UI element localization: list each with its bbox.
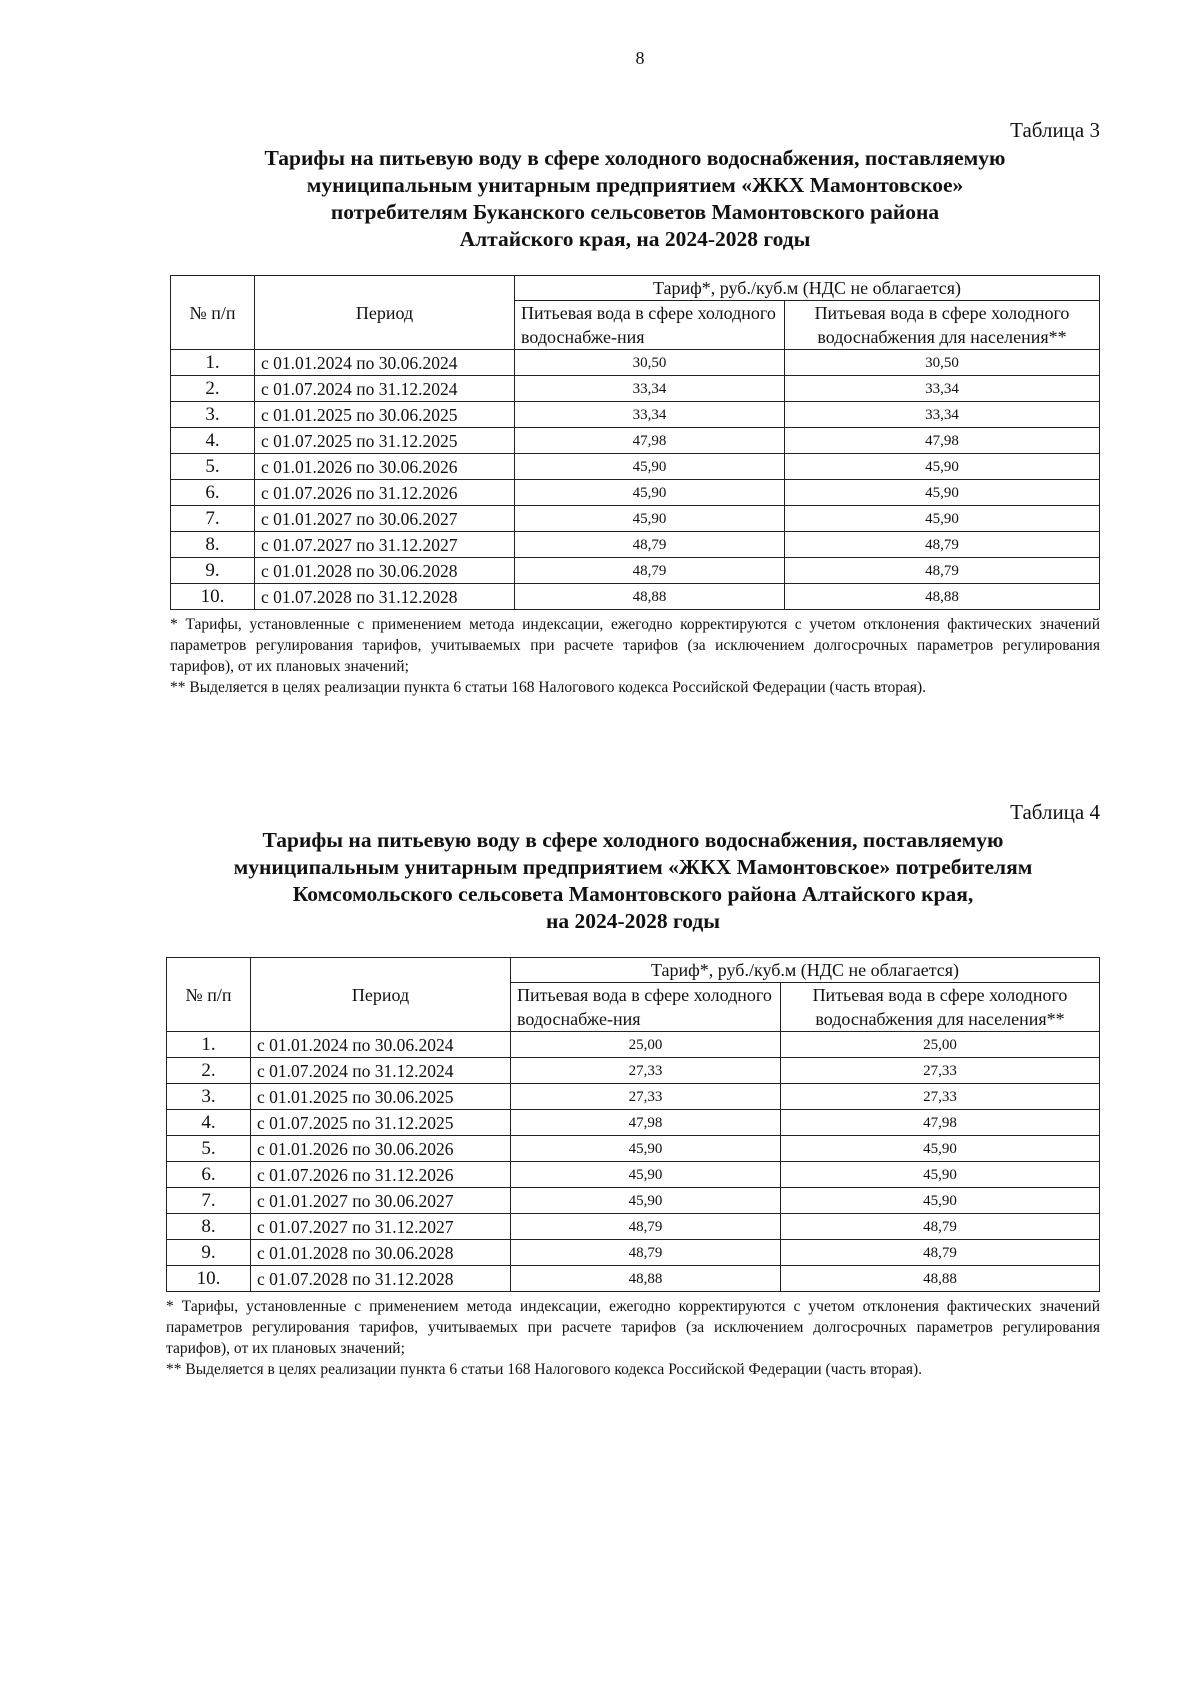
table-row: [171, 558, 1100, 584]
tariff-general-cell: 45,90: [511, 1162, 781, 1188]
period-cell: с 01.01.2025 по 30.06.2025: [251, 1084, 511, 1110]
tariff-general-cell: 48,88: [515, 584, 785, 610]
tariff-general-cell: 45,90: [515, 454, 785, 480]
period-cell: с 01.01.2028 по 30.06.2028: [251, 1240, 511, 1266]
tariff-general-cell: 25,00: [511, 1032, 781, 1058]
period-cell: с 01.01.2026 по 30.06.2026: [251, 1136, 511, 1162]
header-num: № п/п: [171, 276, 255, 350]
tariff-general-cell: 45,90: [511, 1188, 781, 1214]
period-cell: с 01.07.2026 по 31.12.2026: [255, 480, 515, 506]
page-number: 8: [635, 48, 645, 68]
row-number-cell: 4.: [167, 1110, 251, 1136]
tariff-general-cell: 48,79: [511, 1214, 781, 1240]
period-cell: с 01.01.2027 по 30.06.2027: [251, 1188, 511, 1214]
period-cell: с 01.07.2028 по 31.12.2028: [255, 584, 515, 610]
footnotes: [166, 1296, 1100, 1380]
title-line: муниципальным унитарным предприятием «ЖКХ Мамонтовское»: [306, 173, 964, 197]
table-row: [167, 1110, 1100, 1136]
period-cell: с 01.07.2028 по 31.12.2028: [251, 1266, 511, 1292]
header-tariff: Тариф*, руб./куб.м (НДС не облагается): [515, 276, 1100, 301]
tariff-section-3: [170, 118, 1100, 698]
title-line: потребителям Буканского сельсоветов Мамонтовского района: [330, 200, 940, 224]
tariff-population-cell: 48,79: [785, 532, 1100, 558]
title-line: Комсомольского сельсовета Мамонтовского района Алтайского края,: [292, 882, 974, 906]
row-number-cell: 8.: [171, 532, 255, 558]
row-number-cell: 5.: [167, 1136, 251, 1162]
header-water-population: Питьевая вода в сфере холодного водоснабжения для населения**: [781, 983, 1100, 1032]
table-row: [171, 584, 1100, 610]
row-number-cell: 5.: [171, 454, 255, 480]
tariff-population-cell: 25,00: [781, 1032, 1100, 1058]
tariff-general-cell: 47,98: [511, 1110, 781, 1136]
tariff-population-cell: 27,33: [781, 1084, 1100, 1110]
tariff-population-cell: 45,90: [781, 1162, 1100, 1188]
tariff-general-cell: 30,50: [515, 350, 785, 376]
period-cell: с 01.07.2027 по 31.12.2027: [251, 1214, 511, 1240]
title-line: Тарифы на питьевую воду в сфере холодного водоснабжения, поставляемую: [264, 146, 1006, 170]
row-number-cell: 1.: [167, 1032, 251, 1058]
table-row: [167, 1136, 1100, 1162]
tariff-population-cell: 33,34: [785, 376, 1100, 402]
table-row: [171, 480, 1100, 506]
table-row: [171, 428, 1100, 454]
table-row: [167, 1188, 1100, 1214]
table-body: [167, 1032, 1100, 1292]
tariff-general-cell: 45,90: [515, 480, 785, 506]
footnote-indexation: * Тарифы, установленные с применением метода индексации, ежегодно корректируются с учетом отклонения фактических значений параметров регулирования тарифов, учитываемых при расчете тарифов (за исключением долгосрочных параметров регулирования тарифов), от их плановых значений;: [166, 1298, 1100, 1357]
tariff-population-cell: 45,90: [781, 1136, 1100, 1162]
tariff-population-cell: 45,90: [785, 480, 1100, 506]
table-row: [171, 454, 1100, 480]
period-cell: с 01.01.2027 по 30.06.2027: [255, 506, 515, 532]
header-num: № п/п: [167, 958, 251, 1032]
row-number-cell: 10.: [167, 1266, 251, 1292]
period-cell: с 01.01.2024 по 30.06.2024: [251, 1032, 511, 1058]
tariff-table: [170, 275, 1100, 610]
period-cell: с 01.07.2025 по 31.12.2025: [251, 1110, 511, 1136]
title-line: Тарифы на питьевую воду в сфере холодного водоснабжения, поставляемую: [262, 828, 1004, 852]
footnote-tax: ** Выделяется в целях реализации пункта 6 статьи 168 Налогового кодекса Российской Федерации (часть вторая).: [166, 1361, 923, 1378]
tariff-population-cell: 33,34: [785, 402, 1100, 428]
tariff-general-cell: 27,33: [511, 1084, 781, 1110]
tariff-population-cell: 45,90: [785, 506, 1100, 532]
tariff-general-cell: 27,33: [511, 1058, 781, 1084]
title-line: муниципальным унитарным предприятием «ЖКХ Мамонтовское» потребителям: [233, 855, 1033, 879]
table-caption: Таблица 4: [1010, 800, 1100, 824]
tariff-general-cell: 33,34: [515, 376, 785, 402]
row-number-cell: 6.: [167, 1162, 251, 1188]
tariff-general-cell: 45,90: [511, 1136, 781, 1162]
period-cell: с 01.01.2026 по 30.06.2026: [255, 454, 515, 480]
tariff-population-cell: 47,98: [785, 428, 1100, 454]
footnotes: [170, 614, 1100, 698]
row-number-cell: 6.: [171, 480, 255, 506]
header-period: Период: [255, 276, 515, 350]
row-number-cell: 4.: [171, 428, 255, 454]
table-title: [166, 827, 1100, 935]
footnote-indexation: * Тарифы, установленные с применением метода индексации, ежегодно корректируются с учетом отклонения фактических значений параметров регулирования тарифов, учитываемых при расчете тарифов (за исключением долгосрочных параметров регулирования тарифов), от их плановых значений;: [170, 616, 1100, 675]
table-caption: Таблица 3: [1010, 118, 1100, 142]
table-body: [171, 350, 1100, 610]
tariff-general-cell: 47,98: [515, 428, 785, 454]
header-period: Период: [251, 958, 511, 1032]
tariff-general-cell: 48,79: [515, 532, 785, 558]
footnote-tax: ** Выделяется в целях реализации пункта 6 статьи 168 Налогового кодекса Российской Федерации (часть вторая).: [170, 679, 927, 696]
tariff-population-cell: 27,33: [781, 1058, 1100, 1084]
tariff-general-cell: 33,34: [515, 402, 785, 428]
table-row: [171, 350, 1100, 376]
period-cell: с 01.07.2024 по 31.12.2024: [251, 1058, 511, 1084]
table-row: [167, 1214, 1100, 1240]
row-number-cell: 3.: [167, 1084, 251, 1110]
tariff-general-cell: 48,79: [511, 1240, 781, 1266]
title-line: Алтайского края, на 2024-2028 годы: [459, 227, 811, 251]
table-title: [170, 145, 1100, 253]
table-row: [167, 1266, 1100, 1292]
tariff-population-cell: 48,88: [785, 584, 1100, 610]
period-cell: с 01.07.2027 по 31.12.2027: [255, 532, 515, 558]
tariff-population-cell: 30,50: [785, 350, 1100, 376]
period-cell: с 01.01.2028 по 30.06.2028: [255, 558, 515, 584]
period-cell: с 01.07.2026 по 31.12.2026: [251, 1162, 511, 1188]
tariff-general-cell: 45,90: [515, 506, 785, 532]
row-number-cell: 7.: [167, 1188, 251, 1214]
header-water-general: Питьевая вода в сфере холодного водоснабже-ния: [511, 983, 781, 1032]
row-number-cell: 8.: [167, 1214, 251, 1240]
row-number-cell: 10.: [171, 584, 255, 610]
tariff-table: [166, 957, 1100, 1292]
header-water-general: Питьевая вода в сфере холодного водоснабже-ния: [515, 301, 785, 350]
table-row: [167, 1162, 1100, 1188]
row-number-cell: 9.: [171, 558, 255, 584]
tariff-population-cell: 45,90: [785, 454, 1100, 480]
table-row: [171, 376, 1100, 402]
row-number-cell: 2.: [171, 376, 255, 402]
table-row: [167, 1240, 1100, 1266]
period-cell: с 01.01.2025 по 30.06.2025: [255, 402, 515, 428]
tariff-general-cell: 48,88: [511, 1266, 781, 1292]
period-cell: с 01.07.2025 по 31.12.2025: [255, 428, 515, 454]
row-number-cell: 7.: [171, 506, 255, 532]
table-row: [171, 532, 1100, 558]
table-row: [167, 1084, 1100, 1110]
table-row: [171, 506, 1100, 532]
table-row: [167, 1032, 1100, 1058]
row-number-cell: 2.: [167, 1058, 251, 1084]
row-number-cell: 3.: [171, 402, 255, 428]
tariff-population-cell: 47,98: [781, 1110, 1100, 1136]
tariff-population-cell: 48,88: [781, 1266, 1100, 1292]
tariff-population-cell: 48,79: [781, 1240, 1100, 1266]
header-tariff: Тариф*, руб./куб.м (НДС не облагается): [511, 958, 1100, 983]
header-water-population: Питьевая вода в сфере холодного водоснабжения для населения**: [785, 301, 1100, 350]
row-number-cell: 9.: [167, 1240, 251, 1266]
tariff-population-cell: 45,90: [781, 1188, 1100, 1214]
tariff-section-4: [166, 800, 1100, 1380]
tariff-population-cell: 48,79: [781, 1214, 1100, 1240]
tariff-population-cell: 48,79: [785, 558, 1100, 584]
period-cell: с 01.01.2024 по 30.06.2024: [255, 350, 515, 376]
period-cell: с 01.07.2024 по 31.12.2024: [255, 376, 515, 402]
table-row: [167, 1058, 1100, 1084]
title-line: на 2024-2028 годы: [545, 909, 721, 933]
row-number-cell: 1.: [171, 350, 255, 376]
tariff-general-cell: 48,79: [515, 558, 785, 584]
table-row: [171, 402, 1100, 428]
